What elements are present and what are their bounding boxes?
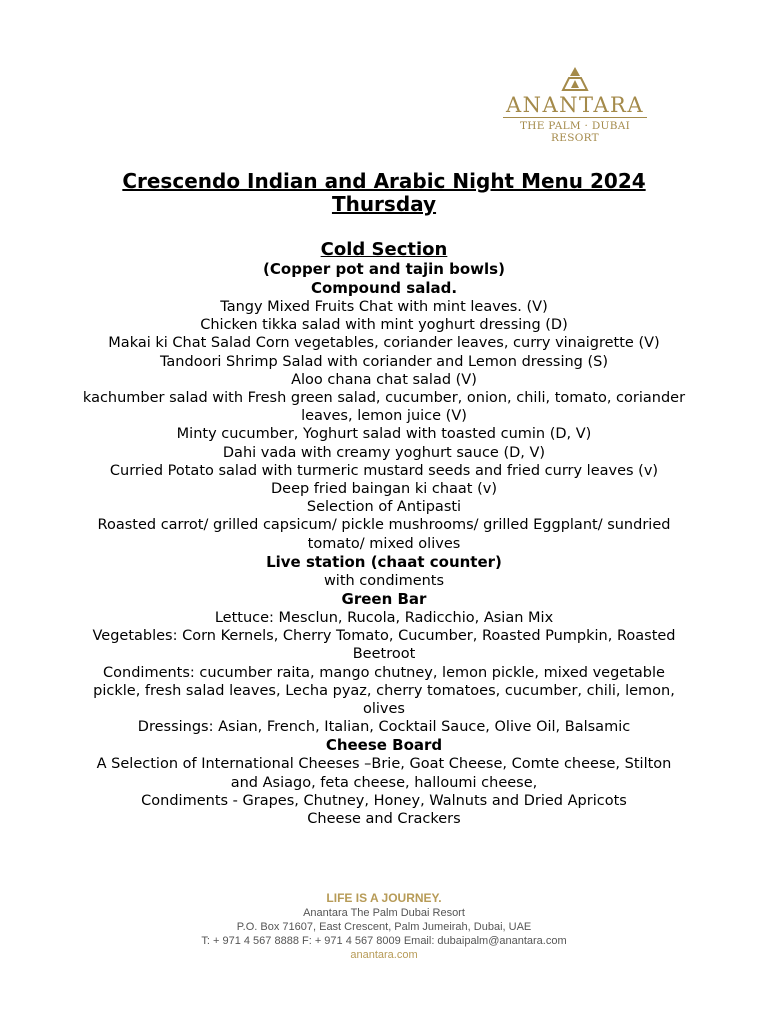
menu-item: Tandoori Shrimp Salad with coriander and Lemon dressing (S)	[159, 353, 609, 370]
cheese-board-heading: Cheese Board	[325, 736, 443, 755]
menu-item: Condiments: cucumber raita, mango chutney, lemon pickle, mixed vegetable	[103, 664, 665, 681]
live-station-list	[40, 572, 728, 590]
footer	[0, 890, 768, 962]
menu-item: tomato/ mixed olives	[307, 535, 461, 552]
green-bar-list	[40, 609, 728, 736]
menu-item: Lettuce: Mesclun, Rucola, Radicchio, Asian Mix	[214, 610, 554, 627]
menu-item: Beetroot	[352, 646, 416, 663]
menu-item: Aloo chana chat salad (V)	[291, 371, 477, 388]
footer-website-link[interactable]: anantara.com	[350, 949, 418, 961]
menu-item: kachumber salad with Fresh green salad, cucumber, onion, chili, tomato, coriander	[82, 390, 686, 407]
footer-address: P.O. Box 71607, East Crescent, Palm Jumeirah, Dubai, UAE	[236, 921, 532, 933]
compound-salad-heading: Compound salad.	[310, 279, 458, 297]
menu-item: Makai ki Chat Salad Corn vegetables, coriander leaves, curry vinaigrette (V)	[108, 335, 660, 352]
menu-item: Vegetables: Corn Kernels, Cherry Tomato, Cucumber, Roasted Pumpkin, Roasted	[92, 628, 676, 645]
menu-item: Minty cucumber, Yoghurt salad with toasted cumin (D, V)	[176, 426, 592, 443]
menu-item: with condiments	[323, 572, 445, 589]
brand-name: ANANTARA	[505, 93, 645, 117]
compound-salad-list	[40, 298, 728, 553]
brand-subtitle-1: THE PALM · DUBAI	[519, 120, 631, 132]
menu-item: and Asiago, feta cheese, halloumi cheese,	[230, 774, 538, 791]
menu-item: Cheese and Crackers	[307, 811, 461, 828]
footer-resort-name: Anantara The Palm Dubai Resort	[303, 907, 465, 919]
cheese-board-list	[40, 755, 728, 828]
menu-item: Deep fried baingan ki chaat (v)	[270, 481, 497, 498]
menu-body	[40, 170, 728, 828]
menu-item: leaves, lemon juice (V)	[301, 408, 467, 425]
menu-item: pickle, fresh salad leaves, Lecha pyaz, cherry tomatoes, cucumber, chili, lemon,	[93, 682, 675, 699]
anantara-logo	[500, 66, 650, 154]
green-bar-heading: Green Bar	[341, 590, 427, 609]
menu-item: Condiments - Grapes, Chutney, Honey, Walnuts and Dried Apricots	[141, 792, 627, 809]
footer-tagline: LIFE IS A JOURNEY.	[326, 891, 442, 905]
cold-section-heading: Cold Section	[320, 239, 448, 260]
live-station-heading: Live station (chaat counter)	[266, 552, 502, 571]
brand-subtitle-2: RESORT	[551, 132, 599, 144]
footer-contact: T: + 971 4 567 8888 F: + 971 4 567 8009 Email: dubaipalm@anantara.com	[201, 935, 567, 947]
menu-item: Tangy Mixed Fruits Chat with mint leaves. (V)	[220, 299, 548, 315]
anantara-triangle-icon	[561, 66, 589, 92]
menu-item: Chicken tikka salad with mint yoghurt dressing (D)	[200, 317, 568, 334]
menu-item: Selection of Antipasti	[306, 499, 462, 516]
menu-title: Crescendo Indian and Arabic Night Menu 2024	[122, 169, 646, 193]
menu-item: Curried Potato salad with turmeric mustard seeds and fried curry leaves (v)	[109, 462, 659, 479]
menu-item: Dahi vada with creamy yoghurt sauce (D, V)	[222, 444, 546, 461]
menu-day: Thursday	[331, 192, 437, 216]
menu-item: A Selection of International Cheeses –Brie, Goat Cheese, Comte cheese, Stilton	[96, 756, 672, 773]
menu-item: Dressings: Asian, French, Italian, Cocktail Sauce, Olive Oil, Balsamic	[137, 719, 631, 736]
cold-section-subtitle: (Copper pot and tajin bowls)	[263, 260, 505, 278]
menu-item: Roasted carrot/ grilled capsicum/ pickle mushrooms/ grilled Eggplant/ sundried	[97, 517, 671, 534]
menu-item: olives	[363, 701, 405, 718]
brand-divider	[503, 117, 647, 118]
